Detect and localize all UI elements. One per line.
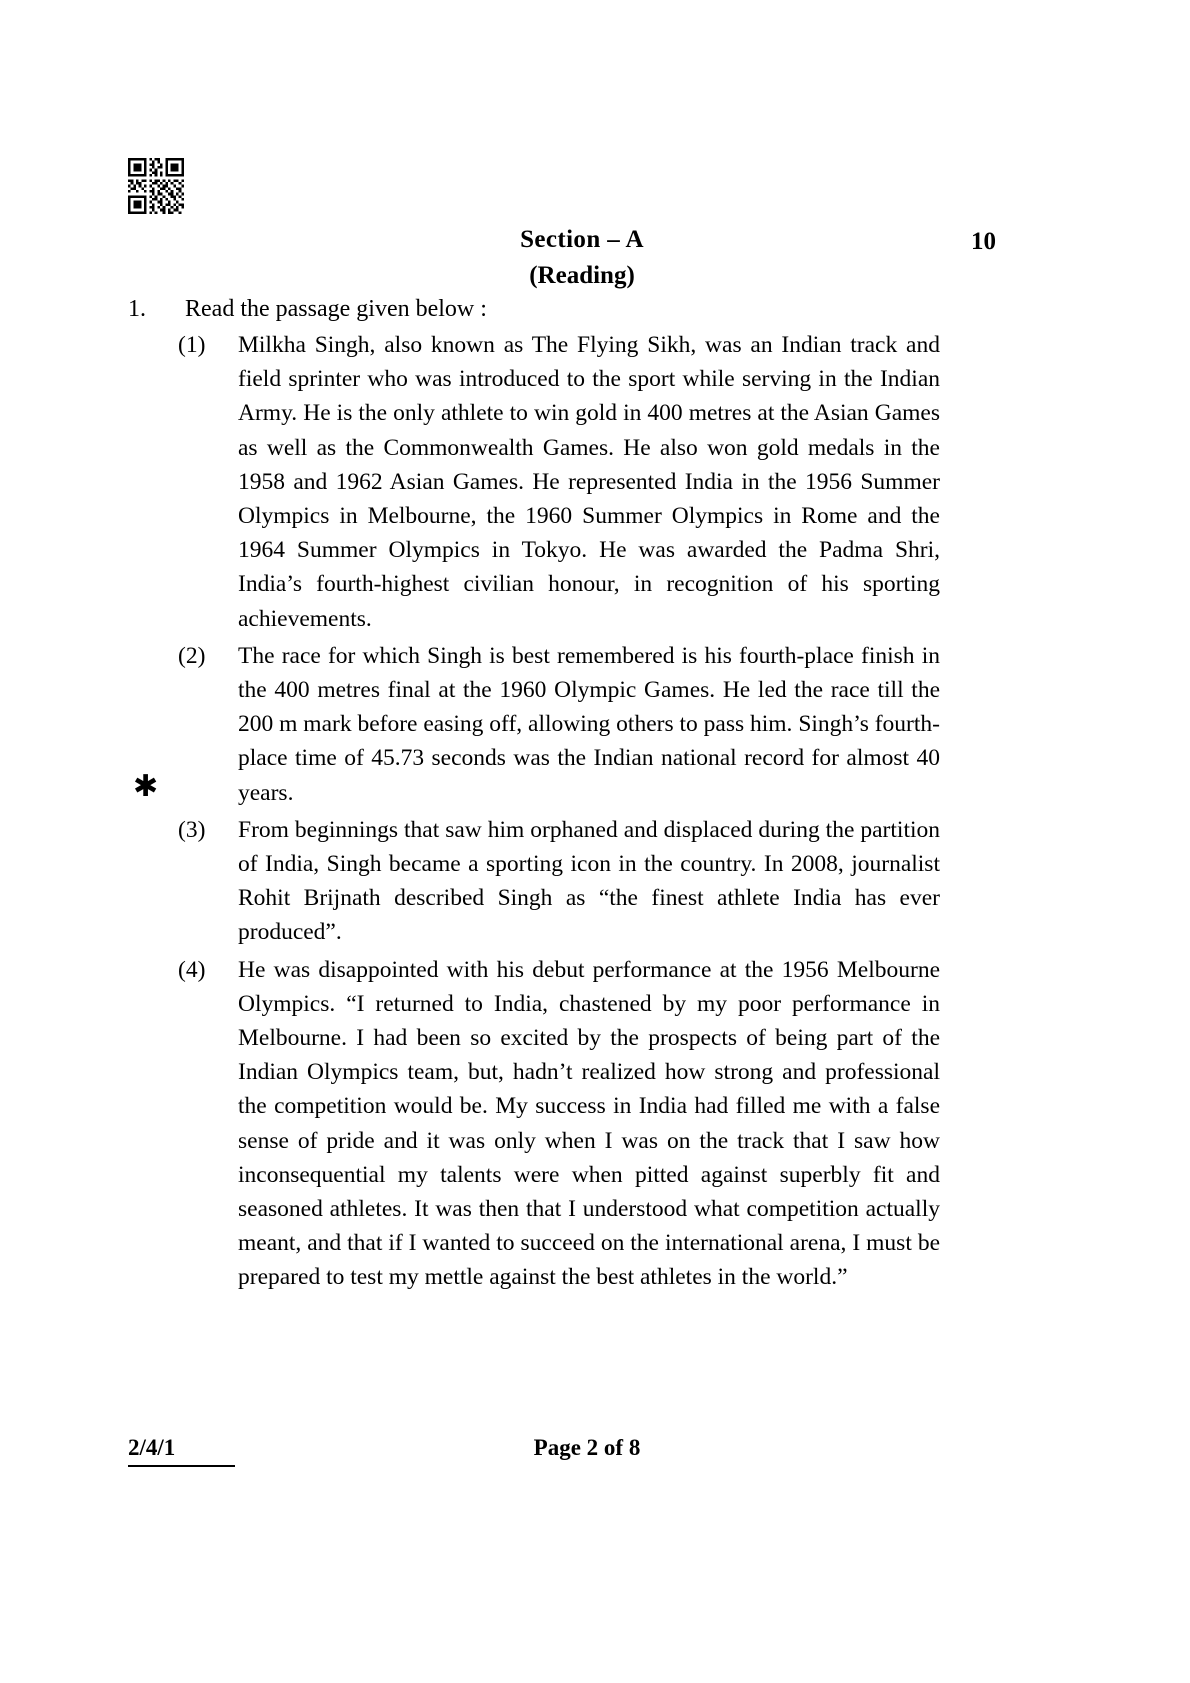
section-title: Section – A bbox=[520, 226, 644, 253]
paragraph-text: Milkha Singh, also known as The Flying Sikh, was an Indian track and field sprinter who was introduced to the sport while serving in the Indian Army. He is the only athlete to win gold in 400 metres at the Asian Games as well as the Commonwealth Games. He also won gold medals in the 1958 and 1962 Asian Games. He represented India in the 1956 Summer Olympics in Melbourne, the 1960 Summer Olympics in Rome and the 1964 Summer Olympics in Tokyo. He was awarded the Padma Shri, India’s fourth-highest civilian honour, in recognition of his sporting achievements. bbox=[238, 332, 940, 632]
passage-paragraph bbox=[178, 639, 940, 810]
passage-paragraph bbox=[178, 328, 940, 636]
reading-passage bbox=[178, 328, 940, 1295]
passage-paragraph bbox=[178, 953, 940, 1295]
section-subtitle: (Reading) bbox=[529, 262, 635, 289]
paragraph-label: (4) bbox=[178, 956, 206, 983]
page-header bbox=[128, 222, 996, 293]
page-number: Page 2 of 8 bbox=[533, 1435, 641, 1460]
asterisk-margin-mark: ✱ bbox=[133, 769, 159, 804]
paragraph-text: From beginnings that saw him orphaned and displaced during the partition of India, Singh became a sporting icon in the country. In 2008, journalist Rohit Brijnath described Singh as “the finest athlete India has ever produced”. bbox=[238, 816, 940, 946]
question-instruction: Read the passage given below : bbox=[185, 296, 487, 322]
paragraph-label: (1) bbox=[178, 332, 206, 358]
marks-allocation: 10 bbox=[971, 228, 996, 255]
passage-paragraph bbox=[178, 813, 940, 950]
page-footer bbox=[128, 1434, 978, 1474]
qr-code-icon bbox=[128, 158, 184, 214]
paragraph-text: He was disappointed with his debut performance at the 1956 Melbourne Olympics. “I returned to India, chastened by my poor performance in Melbourne. I had been so excited by the prospects of being part of the Indian Olympics team, but, hadn’t realized how strong and professional the competition would be. My success in India had filled me with a false sense of pride and it was only when I was on the track that I saw how inconsequential my talents were when pitted against superbly fit and seasoned athletes. It was then that I understood what competition actually meant, and that if I wanted to succeed on the international arena, I must be prepared to test my mettle against the best athletes in the world.” bbox=[238, 956, 940, 1291]
paper-code: 2/4/1 bbox=[128, 1435, 176, 1460]
paragraph-label: (2) bbox=[178, 642, 206, 669]
paragraph-text: The race for which Singh is best remembered is his fourth-place finish in the 400 metres final at the 1960 Olympic Games. He led the race till the 200 m mark before easing off, allowing others to pass him. Singh’s fourth-place time of 45.73 seconds was the Indian national record for almost 40 years. bbox=[238, 642, 940, 806]
question-number: 1. bbox=[128, 296, 146, 322]
footer-divider bbox=[128, 1465, 235, 1467]
question-1 bbox=[128, 292, 948, 326]
paragraph-label: (3) bbox=[178, 816, 206, 843]
